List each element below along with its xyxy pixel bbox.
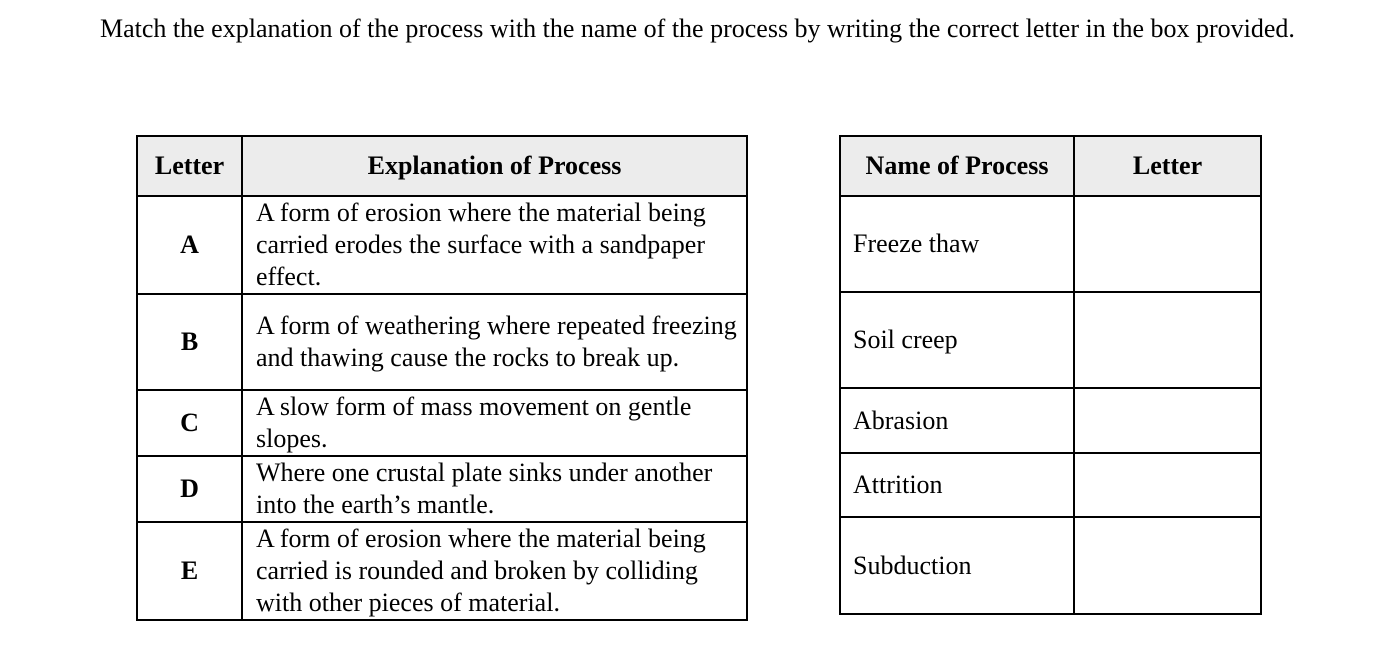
explanation-column-header: Explanation of Process [242,136,747,196]
row-letter: A [137,196,242,294]
process-name: Attrition [840,453,1074,517]
row-explanation: A form of erosion where the material being carried is rounded and broken by colliding with other pieces of material. [242,522,747,620]
explanation-header-row [137,136,747,196]
instructions-text: Match the explanation of the process with the name of the process by writing the correct letter in the box provided. [100,14,1295,43]
table-row [137,294,747,390]
table-row [137,456,747,522]
answer-box[interactable] [1074,388,1261,453]
name-table [839,135,1262,615]
process-name: Soil creep [840,292,1074,388]
row-explanation: A form of erosion where the material being carried erodes the surface with a sandpaper effect. [242,196,747,294]
table-row [137,196,747,294]
process-name: Freeze thaw [840,196,1074,292]
answer-box[interactable] [1074,517,1261,614]
table-row [840,517,1261,614]
name-header-row [840,136,1261,196]
table-row [840,292,1261,388]
answer-letter-column-header: Letter [1074,136,1261,196]
answer-box[interactable] [1074,196,1261,292]
row-letter: E [137,522,242,620]
table-row [840,388,1261,453]
row-letter: B [137,294,242,390]
row-letter: D [137,456,242,522]
row-letter: C [137,390,242,456]
name-column-header: Name of Process [840,136,1074,196]
explanation-table [136,135,748,621]
table-row [137,522,747,620]
row-explanation: A form of weathering where repeated freezing and thawing cause the rocks to break up. [242,294,747,390]
answer-box[interactable] [1074,292,1261,388]
row-explanation: A slow form of mass movement on gentle slopes. [242,390,747,456]
process-name: Abrasion [840,388,1074,453]
table-row [840,453,1261,517]
process-name: Subduction [840,517,1074,614]
table-row [137,390,747,456]
letter-column-header: Letter [137,136,242,196]
row-explanation: Where one crustal plate sinks under another into the earth’s mantle. [242,456,747,522]
answer-box[interactable] [1074,453,1261,517]
table-row [840,196,1261,292]
